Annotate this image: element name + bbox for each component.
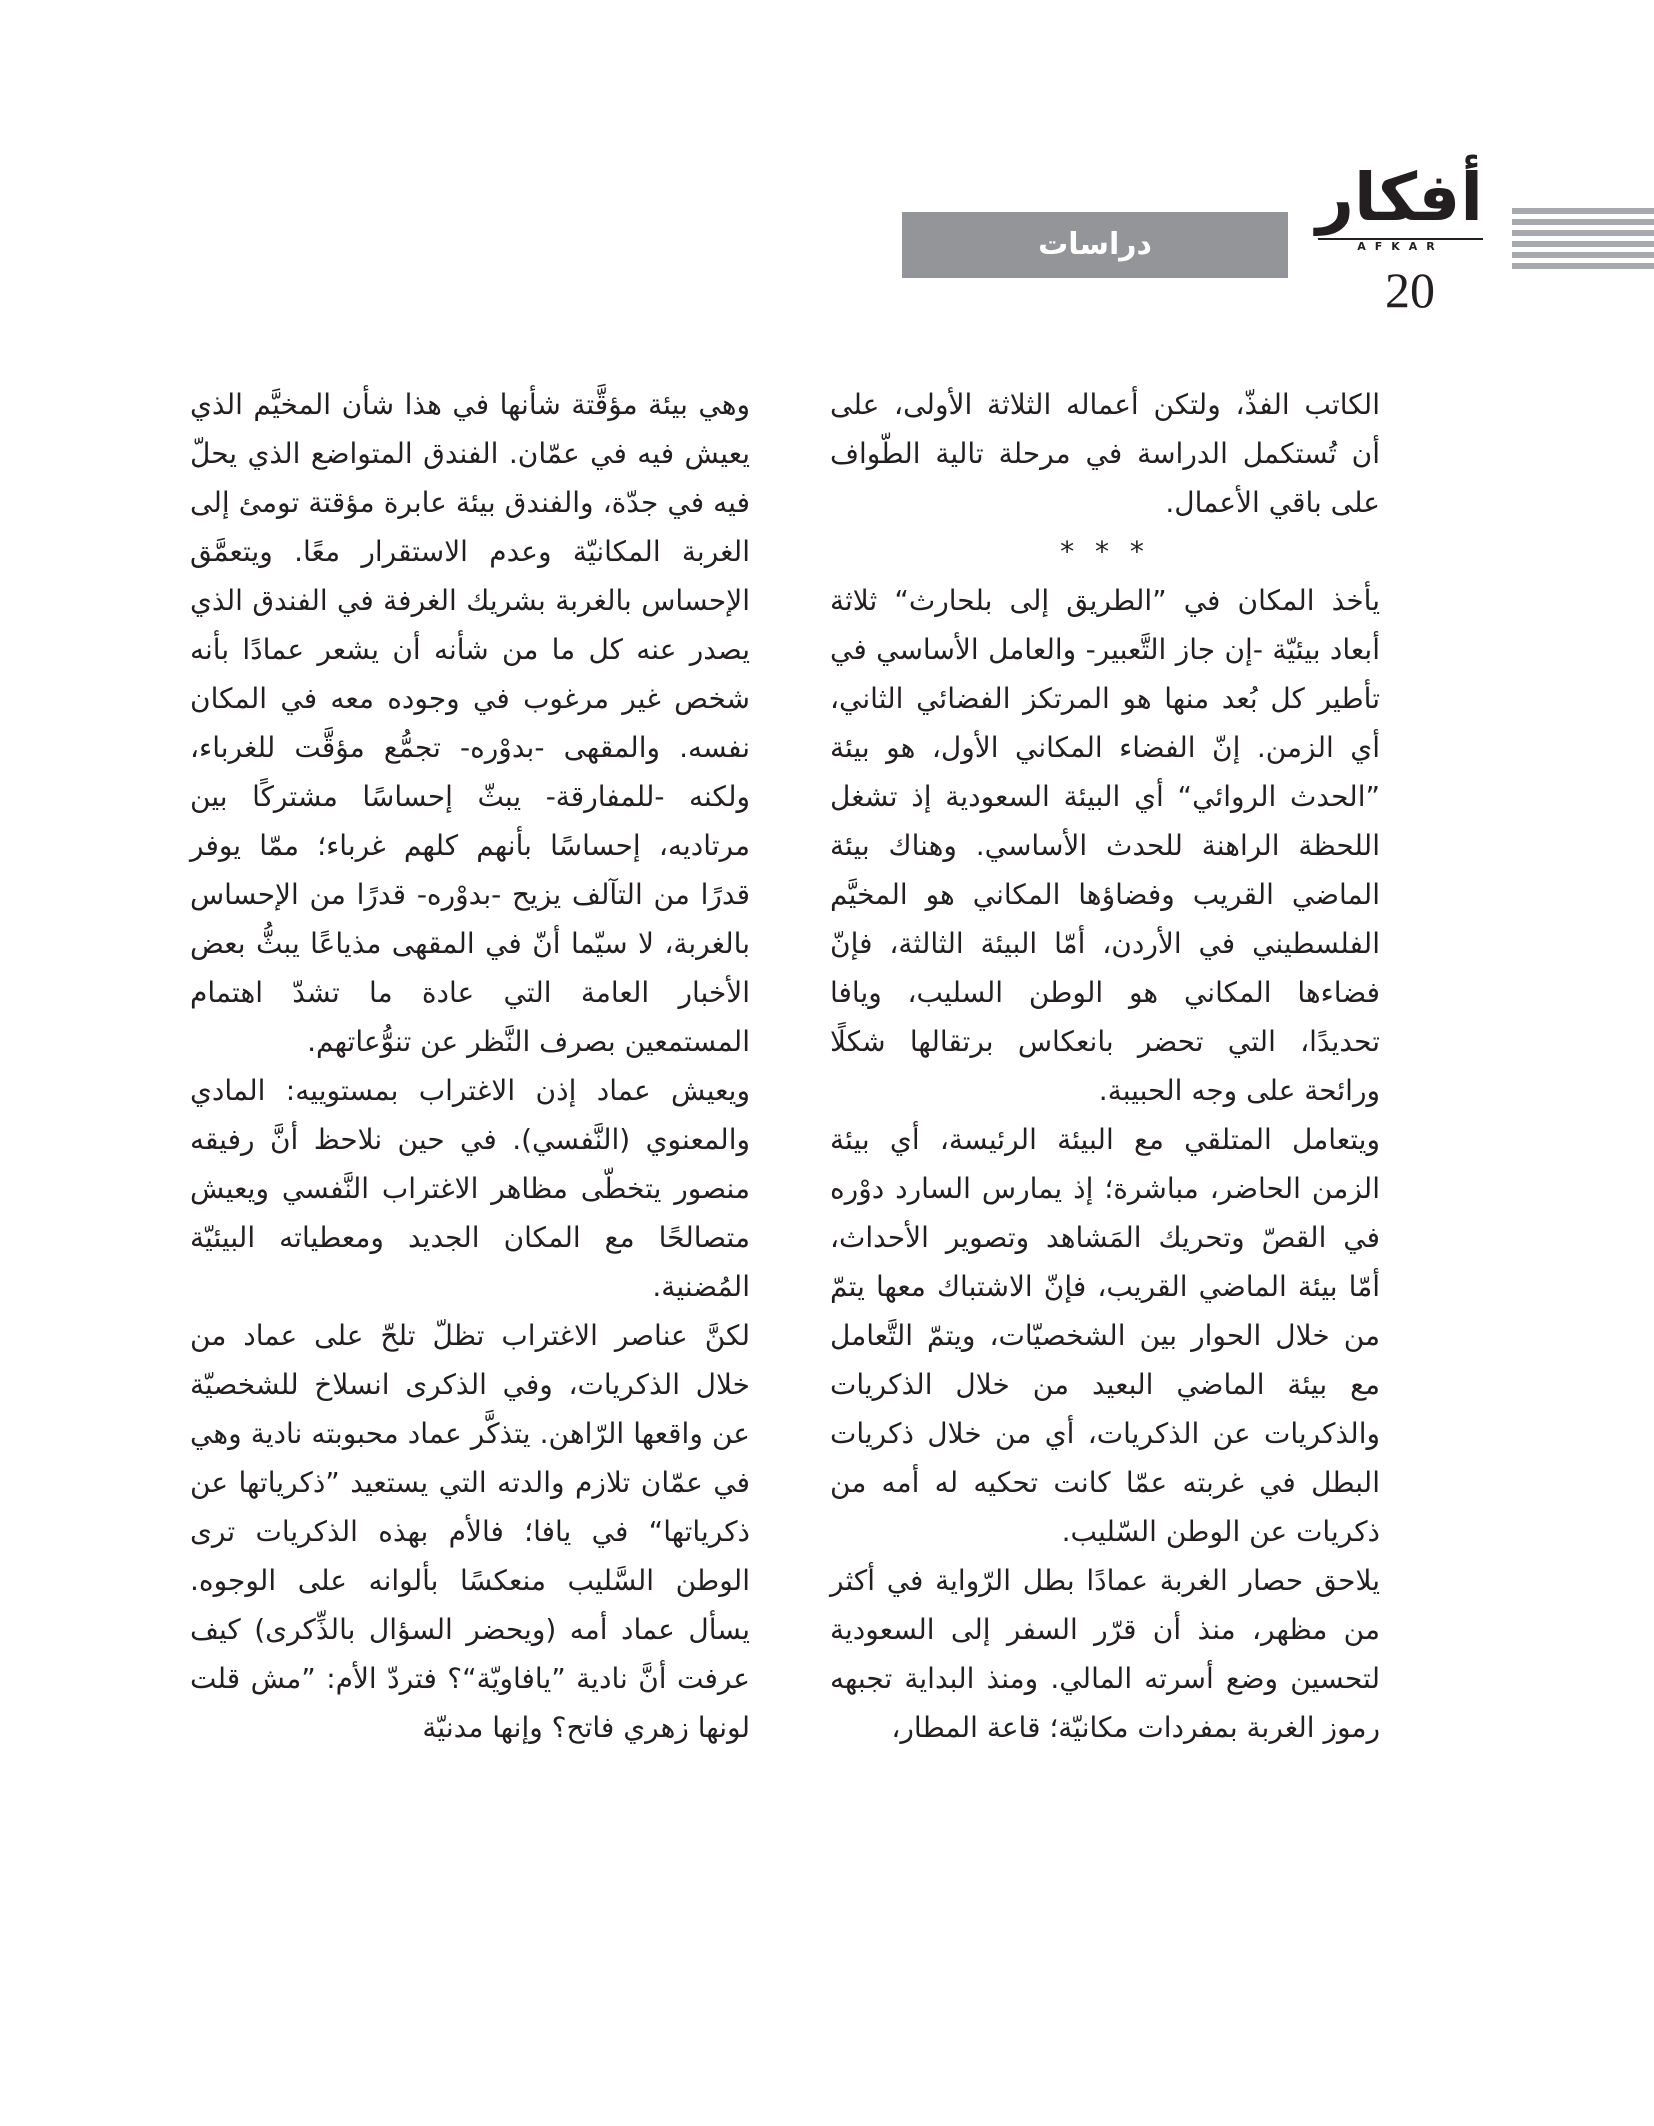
header-line <box>1512 263 1654 269</box>
paragraph: يأخذ المكان في ”الطريق إلى بلحارث“ ثلاثة أبعاد بيئيّة -إن جاز التَّعبير- والعامل الأساسي في تأطير كل بُعد منها هو المرتكز الفضائي الثاني، أي الزمن. إنّ الفضاء المكاني الأول، هو بيئة ”الحدث الروائي“ أي البيئة السعودية إذ تشغل اللحظة الراهنة للحدث الأساسي. وهناك بيئة الماضي القريب وفضاؤها المكاني هو المخيَّم الفلسطيني في الأردن، أمّا البيئة الثالثة، فإنّ فضاءها المكاني هو الوطن السليب، ويافا تحديدًا، التي تحضر بانعكاس برتقالها شكلًا ورائحة على وجه الحبيبة. <box>830 584 1380 1107</box>
magazine-logo <box>1318 160 1483 252</box>
paragraph: الكاتب الفذّ، ولتكن أعماله الثلاثة الأولى، على أن تُستكمل الدراسة في مرحلة تالية الطّواف على باقي الأعمال. <box>830 388 1380 519</box>
article-column-right <box>830 380 1380 1752</box>
header-line <box>1512 241 1654 247</box>
header-line <box>1512 219 1654 225</box>
header-line <box>1512 230 1654 236</box>
header-line <box>1512 252 1654 258</box>
page-number: 20 <box>1385 262 1435 318</box>
section-label: دراسات <box>902 212 1288 278</box>
paragraph: يلاحق حصار الغربة عمادًا بطل الرّواية في أكثر من مظهر، منذ أن قرّر السفر إلى السعودية لتحسين وضع أسرته المالي. ومنذ البداية تجبهه رموز الغربة بمفردات مكانيّة؛ قاعة المطار، <box>830 1564 1380 1744</box>
paragraph: وهي بيئة مؤقَّتة شأنها في هذا شأن المخيَّم الذي يعيش فيه في عمّان. الفندق المتواضع الذي يحلّ فيه في جدّة، والفندق بيئة عابرة مؤقتة تومئ إلى الغربة المكانيّة وعدم الاستقرار معًا. ويتعمَّق الإحساس بالغربة بشريك الغرفة في الفندق الذي يصدر عنه كل ما من شأنه أن يشعر عمادًا بأنه شخص غير مرغوب في وجوده معه في المكان نفسه. والمقهى -بدوْره- تجمُّع مؤقَّت للغرباء، ولكنه -للمفارقة- يبثّ إحساسًا مشتركًا بين مرتاديه، إحساسًا بأنهم كلهم غرباء؛ ممّا يوفر قدرًا من التآلف يزيح -بدوْره- قدرًا من الإحساس بالغربة، لا سيّما أنّ في المقهى مذياعًا يبثُّ بعض الأخبار العامة التي عادة ما تشدّ اهتمام المستمعين بصرف النَّظر عن تنوُّعاتهم. <box>190 388 750 1058</box>
section-separator: * * * <box>1060 535 1150 568</box>
paragraph: ويعيش عماد إذن الاغتراب بمستوييه: المادي والمعنوي (النَّفسي). في حين نلاحظ أنَّ رفيقه منصور يتخطّى مظاهر الاغتراب النَّفسي ويعيش متصالحًا مع المكان الجديد ومعطياته البيئيّة المُضنية. <box>190 1074 750 1303</box>
header-line <box>1512 208 1654 214</box>
logo-latin: AFKAR <box>1318 238 1483 254</box>
header-decorative-lines <box>1512 208 1654 280</box>
logo-arabic: أفكار <box>1316 159 1483 236</box>
paragraph: لكنَّ عناصر الاغتراب تظلّ تلحّ على عماد من خلال الذكريات، وفي الذكرى انسلاخ للشخصيّة عن واقعها الرّاهن. يتذكَّر عماد محبوبته نادية وهي في عمّان تلازم والدته التي يستعيد ”ذكرياتها عن ذكرياتها“ في يافا؛ فالأم بهذه الذكريات ترى الوطن السَّليب منعكسًا بألوانه على الوجوه. يسأل عماد أمه (ويحضر السؤال بالذِّكرى) كيف عرفت أنَّ نادية ”يافاويّة“؟ فتردّ الأم: ”مش قلت لونها زهري فاتح؟ وإنها مدنيّة <box>190 1319 750 1744</box>
article-column-left <box>190 380 750 1752</box>
paragraph: ويتعامل المتلقي مع البيئة الرئيسة، أي بيئة الزمن الحاضر، مباشرة؛ إذ يمارس السارد دوْره في القصّ وتحريك المَشاهد وتصوير الأحداث، أمّا بيئة الماضي القريب، فإنّ الاشتباك معها يتمّ من خلال الحوار بين الشخصيّات، ويتمّ التَّعامل مع بيئة الماضي البعيد من خلال الذكريات والذكريات عن الذكريات، أي من خلال ذكريات البطل في غربته عمّا كانت تحكيه له أمه من ذكريات عن الوطن السّليب. <box>830 1123 1380 1548</box>
